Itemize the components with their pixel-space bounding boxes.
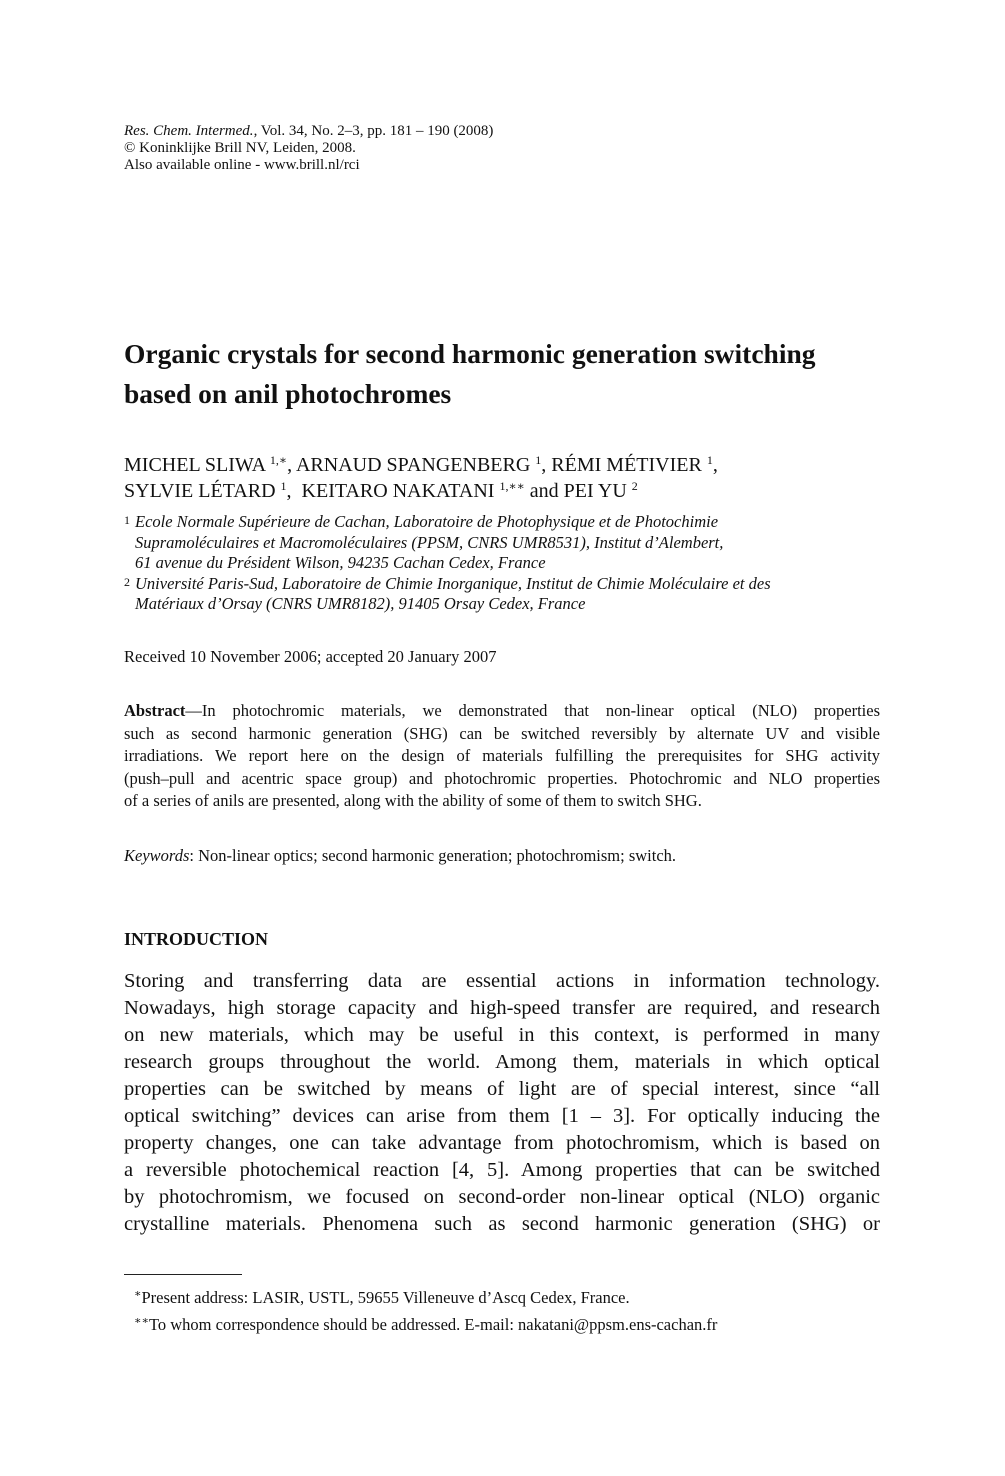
volume-pages: , Vol. 34, No. 2–3, pp. 181 – 190 (2008) [253,123,494,139]
section-heading-introduction: INTRODUCTION [124,929,269,949]
author-name: PEI YU [563,480,627,502]
title-line-2: based on anil photochromes [124,378,452,409]
abstract-line: irradiations. We report here on the design of materials fulfilling the prerequisites for SHG activity [124,746,880,765]
journal-name: Res. Chem. Intermed. [124,123,254,139]
abstract-line: such as second harmonic generation (SHG) can be switched reversibly by alternate UV and visible [124,723,880,743]
affiliation-2 [124,574,884,615]
keywords-label: Keywords [124,846,190,865]
author-separator: , [541,454,552,476]
footnote-mark: ∗∗ [134,1315,149,1327]
author-separator: , [712,454,718,476]
author-separator: , [286,480,297,502]
footnote-text: To whom correspondence should be addressed. E-mail: nakatani@ppsm.ens-cachan.fr [148,1315,718,1334]
body-line: by photochromism, we focused on second-order non-linear optical (NLO) organic [124,1186,880,1208]
affiliation-line: Supramoléculaires et Macromoléculaires (PPSM, CNRS UMR8531), Institut d’Alembert, [135,532,724,552]
keywords [124,846,676,866]
body-line: research groups throughout the world. Among them, materials in which optical [124,1051,880,1073]
body-line: optical switching” devices can arise from them [1 – 3]. For optically inducing the [124,1105,880,1127]
body-line: crystalline materials. Phenomena such as second harmonic generation (SHG) or [124,1213,880,1235]
body-line: a reversible photochemical reaction [4, 5]. Among properties that can be switched [124,1159,880,1181]
body-line: property changes, one can take advantage from photochromism, which is based on [124,1132,880,1154]
body-line: Storing and transferring data are essential actions in information technology. [124,970,880,992]
author-affil-mark: 1 [706,453,713,467]
abstract-line [124,700,880,723]
author-name: ARNAUD SPANGENBERG [295,454,531,476]
footnote-2 [134,1311,717,1338]
abstract-line: of a series of anils are presented, along with the ability of some of them to switch SHG. [124,791,702,810]
footnote-1 [134,1284,717,1311]
affiliation-1 [124,512,884,574]
author-name: MICHEL SLIWA [124,454,265,476]
running-head [124,123,493,174]
author-separator: and [524,480,564,502]
affiliation-number: 2 [124,574,130,589]
author-name: RÉMI MÉTIVIER [551,454,702,476]
author-affil-mark: 1 [535,453,542,467]
author-line-1 [124,452,880,478]
affiliation-number: 1 [124,513,130,527]
affiliation-line: Matériaux d’Orsay (CNRS UMR8182), 91405 Orsay Cedex, France [135,594,586,613]
abstract [124,700,880,813]
author-separator: , [287,454,296,476]
author-affil-mark: 1,∗ [269,453,288,467]
author-name: SYLVIE LÉTARD [124,480,276,502]
affiliations [124,512,884,615]
body-line: properties can be switched by means of light are of special interest, since “all [124,1078,880,1100]
online-availability: Also available online - www.brill.nl/rci [124,157,360,173]
author-list [124,452,880,504]
introduction-body [124,968,880,1238]
footnote-text: Present address: LASIR, USTL, 59655 Villeneuve d’Ascq Cedex, France. [141,1288,630,1307]
affiliation-line: 61 avenue du Président Wilson, 94235 Cachan Cedex, France [135,553,546,572]
abstract-line: (push–pull and acentric space group) and photochromic properties. Photochromic and NLO properties [124,768,880,788]
affiliation-line: Ecole Normale Supérieure de Cachan, Laboratoire de Photophysique et de Photochimie [135,512,719,531]
author-line-2 [124,478,880,504]
copyright-line: © Koninklijke Brill NV, Leiden, 2008. [124,140,356,156]
affiliation-line: Université Paris-Sud, Laboratoire de Chimie Inorganique, Institut de Chimie Moléculaire et des [135,573,771,593]
title-line-1: Organic crystals for second harmonic generation switching [124,338,816,369]
abstract-label: Abstract [124,701,186,720]
received-dates: Received 10 November 2006; accepted 20 January 2007 [124,647,497,666]
paper-title [124,334,880,414]
author-name: KEITARO NAKATANI [301,480,495,502]
abstract-text: —In photochromic materials, we demonstrated that non-linear optical (NLO) properties [185,701,880,720]
author-affil-mark: 1,∗∗ [499,479,525,493]
footnote-divider [124,1274,242,1275]
keywords-text: : Non-linear optics; second harmonic generation; photochromism; switch. [189,846,677,865]
journal-citation [124,123,493,140]
footnote-mark: ∗ [134,1288,142,1300]
footnotes [134,1284,717,1338]
author-affil-mark: 2 [631,479,638,493]
author-affil-mark: 1 [280,479,287,493]
body-line: on new materials, which may be useful in this context, is performed in many [124,1024,880,1046]
body-line: Nowadays, high storage capacity and high-speed transfer are required, and research [124,997,880,1019]
